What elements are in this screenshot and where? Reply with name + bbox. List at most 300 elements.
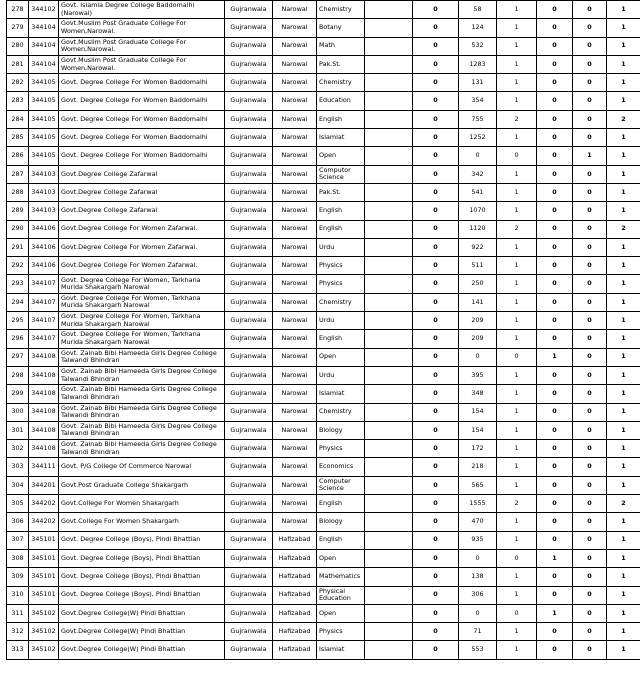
college-code-cell: 344107 xyxy=(29,330,59,348)
subject-cell: English xyxy=(317,531,365,549)
count-cell-2: 532 xyxy=(459,37,497,55)
district-cell: Narowal xyxy=(273,129,317,147)
serial-number-cell: 288 xyxy=(7,183,29,201)
count-cell-1: 0 xyxy=(413,495,459,513)
subject-cell: Chemistry xyxy=(317,403,365,421)
count-cell-4: 0 xyxy=(537,55,573,73)
count-cell-1: 0 xyxy=(413,586,459,604)
subject-cell: Open xyxy=(317,147,365,165)
count-cell-5: 0 xyxy=(573,366,607,384)
table-row xyxy=(7,1,640,19)
count-cell-2: 154 xyxy=(459,421,497,439)
total-cell: 1 xyxy=(607,1,640,19)
empty-cell xyxy=(365,495,413,513)
count-cell-5: 0 xyxy=(573,92,607,110)
subject-cell: Islamiat xyxy=(317,385,365,403)
college-name-cell: Govt.Degree College Zafarwal xyxy=(59,165,225,183)
count-cell-5: 0 xyxy=(573,257,607,275)
count-cell-1: 0 xyxy=(413,74,459,92)
college-name-cell: Govt.Degree College Zafarwal xyxy=(59,183,225,201)
district-cell: Narowal xyxy=(273,37,317,55)
table-row xyxy=(7,129,640,147)
total-cell: 1 xyxy=(607,19,640,37)
table-row xyxy=(7,293,640,311)
table-row xyxy=(7,74,640,92)
college-name-cell: Govt. Degree College (Boys), Pindi Bhattian xyxy=(59,531,225,549)
serial-number-cell: 303 xyxy=(7,458,29,476)
college-name-cell: Govt.Degree College Zafarwal xyxy=(59,202,225,220)
table-row xyxy=(7,458,640,476)
college-code-cell: 344105 xyxy=(29,110,59,128)
serial-number-cell: 296 xyxy=(7,330,29,348)
count-cell-2: 1252 xyxy=(459,129,497,147)
division-cell: Gujranwala xyxy=(225,110,273,128)
division-cell: Gujranwala xyxy=(225,440,273,458)
table-row xyxy=(7,202,640,220)
count-cell-1: 0 xyxy=(413,641,459,659)
district-cell: Narowal xyxy=(273,403,317,421)
serial-number-cell: 301 xyxy=(7,421,29,439)
district-cell: Narowal xyxy=(273,348,317,366)
district-cell: Narowal xyxy=(273,92,317,110)
count-cell-1: 0 xyxy=(413,348,459,366)
count-cell-3: 1 xyxy=(497,1,537,19)
count-cell-3: 1 xyxy=(497,440,537,458)
serial-number-cell: 309 xyxy=(7,568,29,586)
count-cell-3: 1 xyxy=(497,312,537,330)
division-cell: Gujranwala xyxy=(225,421,273,439)
total-cell: 1 xyxy=(607,257,640,275)
count-cell-4: 0 xyxy=(537,366,573,384)
count-cell-5: 0 xyxy=(573,330,607,348)
subject-cell: Urdu xyxy=(317,312,365,330)
division-cell: Gujranwala xyxy=(225,19,273,37)
count-cell-4: 0 xyxy=(537,202,573,220)
college-name-cell: Govt. Degree College For Women Baddomalhi xyxy=(59,74,225,92)
division-cell: Gujranwala xyxy=(225,147,273,165)
empty-cell xyxy=(365,19,413,37)
division-cell: Gujranwala xyxy=(225,202,273,220)
count-cell-3: 1 xyxy=(497,92,537,110)
college-name-cell: Govt. Zainab Bibi Hameeda Girls Degree College Talwandi Bhindran xyxy=(59,403,225,421)
subject-cell: Physics xyxy=(317,257,365,275)
district-cell: Hafizabad xyxy=(273,641,317,659)
serial-number-cell: 291 xyxy=(7,238,29,256)
table-row xyxy=(7,440,640,458)
subject-cell: Biology xyxy=(317,513,365,531)
subject-cell: English xyxy=(317,495,365,513)
college-code-cell: 344107 xyxy=(29,312,59,330)
count-cell-3: 1 xyxy=(497,513,537,531)
count-cell-1: 0 xyxy=(413,421,459,439)
college-name-cell: Govt. P/G College Of Commerce Narowal xyxy=(59,458,225,476)
empty-cell xyxy=(365,440,413,458)
division-cell: Gujranwala xyxy=(225,74,273,92)
count-cell-2: 755 xyxy=(459,110,497,128)
count-cell-5: 0 xyxy=(573,165,607,183)
total-cell: 1 xyxy=(607,238,640,256)
count-cell-3: 1 xyxy=(497,202,537,220)
count-cell-4: 0 xyxy=(537,531,573,549)
count-cell-5: 0 xyxy=(573,385,607,403)
college-code-cell: 344106 xyxy=(29,238,59,256)
district-cell: Narowal xyxy=(273,275,317,293)
college-code-cell: 345101 xyxy=(29,586,59,604)
total-cell: 1 xyxy=(607,275,640,293)
table-row xyxy=(7,147,640,165)
count-cell-4: 0 xyxy=(537,568,573,586)
count-cell-4: 0 xyxy=(537,440,573,458)
count-cell-2: 250 xyxy=(459,275,497,293)
count-cell-4: 1 xyxy=(537,348,573,366)
count-cell-2: 565 xyxy=(459,476,497,494)
subject-cell: English xyxy=(317,330,365,348)
division-cell: Gujranwala xyxy=(225,293,273,311)
district-cell: Narowal xyxy=(273,495,317,513)
empty-cell xyxy=(365,55,413,73)
district-cell: Hafizabad xyxy=(273,586,317,604)
count-cell-2: 131 xyxy=(459,74,497,92)
subject-cell: Physics xyxy=(317,275,365,293)
subject-cell: Islamiat xyxy=(317,641,365,659)
serial-number-cell: 299 xyxy=(7,385,29,403)
division-cell: Gujranwala xyxy=(225,531,273,549)
college-name-cell: Govt. Degree College For Women Baddomalhi xyxy=(59,92,225,110)
count-cell-5: 0 xyxy=(573,110,607,128)
division-cell: Gujranwala xyxy=(225,403,273,421)
table-row xyxy=(7,421,640,439)
empty-cell xyxy=(365,476,413,494)
district-cell: Narowal xyxy=(273,421,317,439)
count-cell-2: 58 xyxy=(459,1,497,19)
count-cell-3: 1 xyxy=(497,19,537,37)
count-cell-4: 0 xyxy=(537,257,573,275)
empty-cell xyxy=(365,366,413,384)
count-cell-1: 0 xyxy=(413,129,459,147)
district-cell: Narowal xyxy=(273,147,317,165)
table-row xyxy=(7,604,640,622)
division-cell: Gujranwala xyxy=(225,348,273,366)
count-cell-2: 0 xyxy=(459,549,497,567)
college-code-cell: 344106 xyxy=(29,257,59,275)
total-cell: 1 xyxy=(607,55,640,73)
seat-allocation-table xyxy=(6,0,640,660)
count-cell-5: 0 xyxy=(573,641,607,659)
count-cell-5: 0 xyxy=(573,129,607,147)
division-cell: Gujranwala xyxy=(225,37,273,55)
count-cell-2: 470 xyxy=(459,513,497,531)
college-code-cell: 344108 xyxy=(29,385,59,403)
college-code-cell: 344104 xyxy=(29,55,59,73)
division-cell: Gujranwala xyxy=(225,55,273,73)
subject-cell: Computor Science xyxy=(317,165,365,183)
college-name-cell: Govt. Zainab Bibi Hameeda Girls Degree College Talwandi Bhindran xyxy=(59,440,225,458)
serial-number-cell: 293 xyxy=(7,275,29,293)
count-cell-3: 1 xyxy=(497,641,537,659)
table-row xyxy=(7,641,640,659)
count-cell-3: 1 xyxy=(497,421,537,439)
count-cell-1: 0 xyxy=(413,403,459,421)
count-cell-3: 1 xyxy=(497,623,537,641)
district-cell: Narowal xyxy=(273,165,317,183)
college-name-cell: Govt.Muslim Post Graduate College For Women,Narowal. xyxy=(59,55,225,73)
college-name-cell: Govt. Degree College For Women, Tarkhana Murida Shakargarh Narowal xyxy=(59,275,225,293)
count-cell-1: 0 xyxy=(413,19,459,37)
count-cell-1: 0 xyxy=(413,366,459,384)
subject-cell: Chemistry xyxy=(317,293,365,311)
count-cell-1: 0 xyxy=(413,165,459,183)
empty-cell xyxy=(365,421,413,439)
college-code-cell: 345102 xyxy=(29,623,59,641)
empty-cell xyxy=(365,403,413,421)
table-row xyxy=(7,110,640,128)
subject-cell: Chemistry xyxy=(317,1,365,19)
total-cell: 1 xyxy=(607,513,640,531)
count-cell-3: 1 xyxy=(497,330,537,348)
count-cell-4: 0 xyxy=(537,147,573,165)
count-cell-5: 0 xyxy=(573,421,607,439)
count-cell-3: 1 xyxy=(497,476,537,494)
subject-cell: Math xyxy=(317,37,365,55)
empty-cell xyxy=(365,348,413,366)
college-name-cell: Govt. Degree College For Women Baddomalhi xyxy=(59,129,225,147)
count-cell-1: 0 xyxy=(413,1,459,19)
total-cell: 1 xyxy=(607,348,640,366)
count-cell-2: 138 xyxy=(459,568,497,586)
college-name-cell: Govt.Muslim Post Graduate College For Women,Narowal. xyxy=(59,19,225,37)
subject-cell: Economics xyxy=(317,458,365,476)
count-cell-2: 935 xyxy=(459,531,497,549)
empty-cell xyxy=(365,74,413,92)
count-cell-3: 1 xyxy=(497,293,537,311)
empty-cell xyxy=(365,513,413,531)
count-cell-1: 0 xyxy=(413,220,459,238)
count-cell-1: 0 xyxy=(413,476,459,494)
division-cell: Gujranwala xyxy=(225,330,273,348)
count-cell-2: 0 xyxy=(459,348,497,366)
count-cell-1: 0 xyxy=(413,458,459,476)
empty-cell xyxy=(365,92,413,110)
count-cell-5: 0 xyxy=(573,568,607,586)
count-cell-2: 209 xyxy=(459,312,497,330)
total-cell: 2 xyxy=(607,110,640,128)
district-cell: Narowal xyxy=(273,74,317,92)
district-cell: Narowal xyxy=(273,366,317,384)
district-cell: Narowal xyxy=(273,220,317,238)
count-cell-2: 354 xyxy=(459,92,497,110)
count-cell-4: 1 xyxy=(537,549,573,567)
count-cell-5: 0 xyxy=(573,495,607,513)
count-cell-5: 0 xyxy=(573,513,607,531)
table-row xyxy=(7,165,640,183)
subject-cell: English xyxy=(317,220,365,238)
college-name-cell: Govt. Degree College For Women Baddomalhi xyxy=(59,110,225,128)
district-cell: Hafizabad xyxy=(273,568,317,586)
district-cell: Narowal xyxy=(273,257,317,275)
serial-number-cell: 280 xyxy=(7,37,29,55)
count-cell-5: 0 xyxy=(573,275,607,293)
count-cell-3: 1 xyxy=(497,55,537,73)
count-cell-2: 511 xyxy=(459,257,497,275)
serial-number-cell: 305 xyxy=(7,495,29,513)
college-code-cell: 344103 xyxy=(29,183,59,201)
serial-number-cell: 279 xyxy=(7,19,29,37)
college-name-cell: Govt. Degree College (Boys), Pindi Bhattian xyxy=(59,568,225,586)
division-cell: Gujranwala xyxy=(225,238,273,256)
count-cell-2: 0 xyxy=(459,604,497,622)
count-cell-3: 1 xyxy=(497,238,537,256)
count-cell-1: 0 xyxy=(413,312,459,330)
division-cell: Gujranwala xyxy=(225,220,273,238)
division-cell: Gujranwala xyxy=(225,366,273,384)
count-cell-2: 395 xyxy=(459,366,497,384)
college-name-cell: Govt. Degree College For Women, Tarkhana Murida Shakargarh Narowal xyxy=(59,330,225,348)
empty-cell xyxy=(365,183,413,201)
count-cell-5: 0 xyxy=(573,476,607,494)
serial-number-cell: 297 xyxy=(7,348,29,366)
total-cell: 1 xyxy=(607,74,640,92)
empty-cell xyxy=(365,238,413,256)
count-cell-3: 1 xyxy=(497,531,537,549)
total-cell: 1 xyxy=(607,147,640,165)
count-cell-3: 0 xyxy=(497,604,537,622)
count-cell-2: 218 xyxy=(459,458,497,476)
empty-cell xyxy=(365,604,413,622)
count-cell-2: 124 xyxy=(459,19,497,37)
serial-number-cell: 294 xyxy=(7,293,29,311)
count-cell-3: 1 xyxy=(497,129,537,147)
subject-cell: English xyxy=(317,110,365,128)
count-cell-3: 1 xyxy=(497,37,537,55)
count-cell-4: 0 xyxy=(537,110,573,128)
empty-cell xyxy=(365,641,413,659)
table-row xyxy=(7,586,640,604)
count-cell-3: 1 xyxy=(497,586,537,604)
district-cell: Narowal xyxy=(273,238,317,256)
college-code-cell: 344106 xyxy=(29,220,59,238)
division-cell: Gujranwala xyxy=(225,165,273,183)
serial-number-cell: 311 xyxy=(7,604,29,622)
serial-number-cell: 310 xyxy=(7,586,29,604)
count-cell-2: 306 xyxy=(459,586,497,604)
count-cell-1: 0 xyxy=(413,604,459,622)
empty-cell xyxy=(365,147,413,165)
serial-number-cell: 298 xyxy=(7,366,29,384)
college-code-cell: 344105 xyxy=(29,92,59,110)
serial-number-cell: 283 xyxy=(7,92,29,110)
count-cell-2: 1070 xyxy=(459,202,497,220)
subject-cell: Urdu xyxy=(317,366,365,384)
division-cell: Gujranwala xyxy=(225,623,273,641)
subject-cell: Botany xyxy=(317,19,365,37)
total-cell: 1 xyxy=(607,165,640,183)
count-cell-3: 0 xyxy=(497,549,537,567)
total-cell: 1 xyxy=(607,385,640,403)
division-cell: Gujranwala xyxy=(225,275,273,293)
count-cell-4: 0 xyxy=(537,220,573,238)
count-cell-5: 0 xyxy=(573,37,607,55)
table-row xyxy=(7,513,640,531)
district-cell: Narowal xyxy=(273,202,317,220)
district-cell: Narowal xyxy=(273,1,317,19)
total-cell: 1 xyxy=(607,366,640,384)
college-name-cell: Govt. Zainab Bibi Hameeda Girls Degree College Talwandi Bhindran xyxy=(59,385,225,403)
count-cell-4: 0 xyxy=(537,513,573,531)
serial-number-cell: 308 xyxy=(7,549,29,567)
count-cell-5: 0 xyxy=(573,586,607,604)
college-code-cell: 344105 xyxy=(29,147,59,165)
college-name-cell: Govt. Degree College For Women, Tarkhana Murida Shakargarh Narowal xyxy=(59,293,225,311)
count-cell-2: 348 xyxy=(459,385,497,403)
total-cell: 1 xyxy=(607,568,640,586)
district-cell: Narowal xyxy=(273,183,317,201)
count-cell-4: 0 xyxy=(537,586,573,604)
empty-cell xyxy=(365,257,413,275)
division-cell: Gujranwala xyxy=(225,641,273,659)
district-cell: Narowal xyxy=(273,385,317,403)
serial-number-cell: 287 xyxy=(7,165,29,183)
count-cell-4: 0 xyxy=(537,183,573,201)
count-cell-4: 0 xyxy=(537,641,573,659)
count-cell-2: 0 xyxy=(459,147,497,165)
count-cell-1: 0 xyxy=(413,183,459,201)
empty-cell xyxy=(365,385,413,403)
count-cell-3: 1 xyxy=(497,165,537,183)
subject-cell: Open xyxy=(317,604,365,622)
count-cell-5: 0 xyxy=(573,403,607,421)
district-cell: Narowal xyxy=(273,458,317,476)
table-row xyxy=(7,531,640,549)
count-cell-2: 1120 xyxy=(459,220,497,238)
division-cell: Gujranwala xyxy=(225,586,273,604)
count-cell-4: 0 xyxy=(537,19,573,37)
district-cell: Hafizabad xyxy=(273,623,317,641)
college-code-cell: 344108 xyxy=(29,440,59,458)
serial-number-cell: 313 xyxy=(7,641,29,659)
total-cell: 1 xyxy=(607,604,640,622)
count-cell-5: 0 xyxy=(573,312,607,330)
total-cell: 1 xyxy=(607,549,640,567)
district-cell: Narowal xyxy=(273,476,317,494)
count-cell-1: 0 xyxy=(413,55,459,73)
subject-cell: Pak.St. xyxy=(317,55,365,73)
table-row xyxy=(7,238,640,256)
subject-cell: Pak.St. xyxy=(317,183,365,201)
table-row xyxy=(7,549,640,567)
division-cell: Gujranwala xyxy=(225,604,273,622)
college-code-cell: 344103 xyxy=(29,165,59,183)
college-code-cell: 344107 xyxy=(29,293,59,311)
total-cell: 1 xyxy=(607,293,640,311)
count-cell-2: 172 xyxy=(459,440,497,458)
total-cell: 1 xyxy=(607,312,640,330)
empty-cell xyxy=(365,568,413,586)
total-cell: 1 xyxy=(607,531,640,549)
table-row xyxy=(7,275,640,293)
count-cell-4: 0 xyxy=(537,238,573,256)
college-code-cell: 344103 xyxy=(29,202,59,220)
college-name-cell: Govt.Degree College(W) Pindi Bhattian xyxy=(59,604,225,622)
empty-cell xyxy=(365,202,413,220)
count-cell-1: 0 xyxy=(413,330,459,348)
college-name-cell: Govt. Islamia Degree College Baddomalhi (Narowal) xyxy=(59,1,225,19)
count-cell-2: 209 xyxy=(459,330,497,348)
college-code-cell: 344108 xyxy=(29,403,59,421)
empty-cell xyxy=(365,165,413,183)
count-cell-2: 71 xyxy=(459,623,497,641)
subject-cell: Open xyxy=(317,549,365,567)
subject-cell: Physical Education xyxy=(317,586,365,604)
